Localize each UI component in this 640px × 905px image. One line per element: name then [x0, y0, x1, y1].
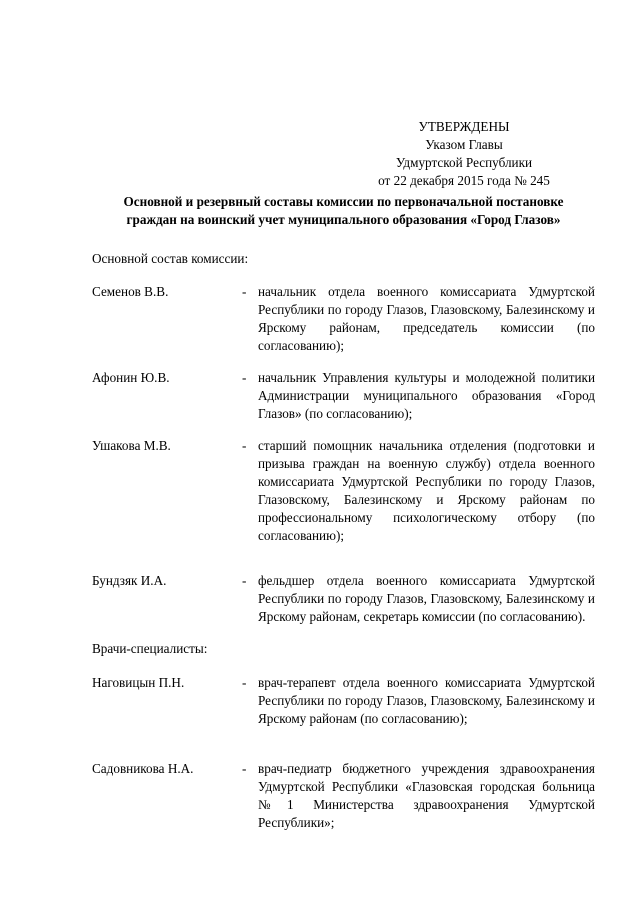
approval-block	[330, 118, 598, 190]
member-dash: -	[242, 438, 247, 453]
approval-date: от 22 декабря 2015 года № 245	[378, 173, 550, 188]
approval-region: Удмуртской Республики	[395, 155, 533, 170]
member-position: фельдшер отдела военного комиссариата Удмуртской Республики по городу Глазов, Глазовскому, Балезинскому и Ярскому районам, секретарь комиссии (по согласованию).	[258, 573, 595, 624]
member-position: начальник отдела военного комиссариата Удмуртской Республики по городу Глазов, Глазовскому, Балезинскому и Ярскому районам, председатель комиссии (по согласованию);	[258, 284, 595, 353]
member-name: Ушакова М.В.	[92, 438, 171, 453]
document-title	[92, 193, 595, 229]
main-composition-label: Основной состав комиссии:	[92, 251, 249, 266]
member-name: Бундзяк И.А.	[92, 573, 167, 588]
member-dash: -	[242, 370, 247, 385]
member-name: Семенов В.В.	[92, 284, 169, 299]
specialist-name: Наговицын П.Н.	[92, 675, 185, 690]
specialist-name: Садовникова Н.А.	[92, 761, 194, 776]
approval-decree: Указом Главы	[425, 137, 503, 152]
approval-heading: УТВЕРЖДЕНЫ	[418, 119, 510, 134]
title-line-2: граждан на воинский учет муниципального образования «Город Глазов»	[126, 212, 561, 227]
title-line-1: Основной и резервный составы комиссии по первоначальной постановке	[123, 194, 564, 209]
member-dash: -	[242, 284, 247, 299]
specialist-dash: -	[242, 761, 247, 776]
specialist-dash: -	[242, 675, 247, 690]
specialist-position: врач-педиатр бюджетного учреждения здравоохранения Удмуртской Республики «Глазовская городская больница №1 Министерства здравоохранения Удмуртской Республики»;	[258, 761, 595, 830]
specialist-position: врач-терапевт отдела военного комиссариата Удмуртской Республики по городу Глазов, Глазовскому, Балезинскому и Ярскому районам (по согласованию);	[258, 675, 595, 726]
member-position: старший помощник начальника отделения (подготовки и призыва граждан на военную службу) отдела военного комиссариата Удмуртской Республики по городу Глазов, Глазовскому, Балезинскому и Ярскому районам по профессиональному психологическому отбору (по согласованию);	[258, 438, 595, 543]
member-dash: -	[242, 573, 247, 588]
member-name: Афонин Ю.В.	[92, 370, 170, 385]
member-position: начальник Управления культуры и молодежной политики Администрации муниципального образования «Город Глазов» (по согласованию);	[258, 370, 595, 421]
specialists-label: Врачи-специалисты:	[92, 641, 208, 656]
